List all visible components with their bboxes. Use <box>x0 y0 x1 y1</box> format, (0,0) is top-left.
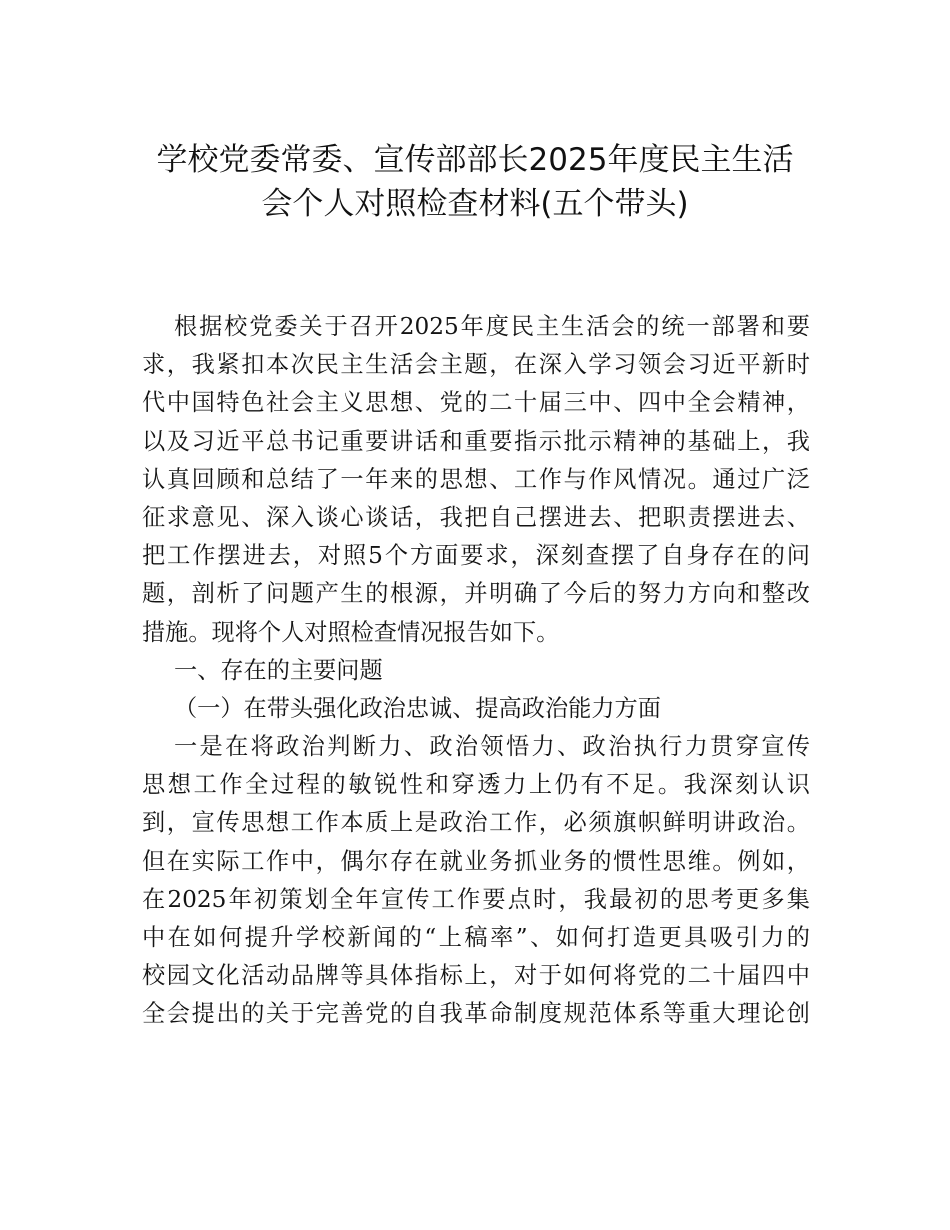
paragraph-line: 全会提出的关于完善党的自我革命制度规范体系等重大理论创 <box>142 1000 810 1028</box>
paragraph-line: 但在实际工作中，偶尔存在就业务抓业务的惯性思维。例如， <box>142 847 810 875</box>
document-body <box>142 308 810 1034</box>
paragraph-line: 认真回顾和总结了一年来的思想、工作与作风情况。通过广泛 <box>142 465 810 493</box>
section-heading: 一、存在的主要问题 <box>174 656 383 684</box>
paragraph-line: 到，宣传思想工作本质上是政治工作，必须旗帜鲜明讲政治。 <box>142 809 810 837</box>
paragraph-line: 把工作摆进去，对照5个方面要求，深刻查摆了自身存在的问 <box>142 542 810 570</box>
subsection-heading: （一）在带头强化政治忠诚、提高政治能力方面 <box>174 694 661 722</box>
document-title <box>120 138 830 226</box>
paragraph-line: 校园文化活动品牌等具体指标上，对于如何将党的二十届四中 <box>142 962 810 990</box>
paragraph-line: 一是在将政治判断力、政治领悟力、政治执行力贯穿宣传 <box>174 733 810 761</box>
paragraph-line: 求，我紧扣本次民主生活会主题，在深入学习领会习近平新时 <box>142 351 810 379</box>
paragraph-line: 征求意见、深入谈心谈话，我把自己摆进去、把职责摆进去、 <box>142 503 810 531</box>
paragraph-line: 题，剖析了问题产生的根源，并明确了今后的努力方向和整改 <box>142 580 810 608</box>
paragraph-line: 思想工作全过程的敏锐性和穿透力上仍有不足。我深刻认识 <box>142 771 810 799</box>
paragraph-line: 以及习近平总书记重要讲话和重要指示批示精神的基础上，我 <box>142 427 810 455</box>
title-line-2: 会个人对照检查材料(五个带头) <box>261 186 689 222</box>
paragraph-line: 代中国特色社会主义思想、党的二十届三中、四中全会精神， <box>142 389 810 417</box>
paragraph-line: 措施。现将个人对照检查情况报告如下。 <box>142 618 560 646</box>
paragraph-line: 根据校党委关于召开2025年度民主生活会的统一部署和要 <box>174 313 810 340</box>
paragraph-line: 中在如何提升学校新闻的“上稿率”、如何打造更具吸引力的 <box>142 924 810 951</box>
paragraph-line: 在2025年初策划全年宣传工作要点时，我最初的思考更多集 <box>142 885 810 913</box>
title-line-1: 学校党委常委、宣传部部长2025年度民主生活 <box>156 142 794 178</box>
